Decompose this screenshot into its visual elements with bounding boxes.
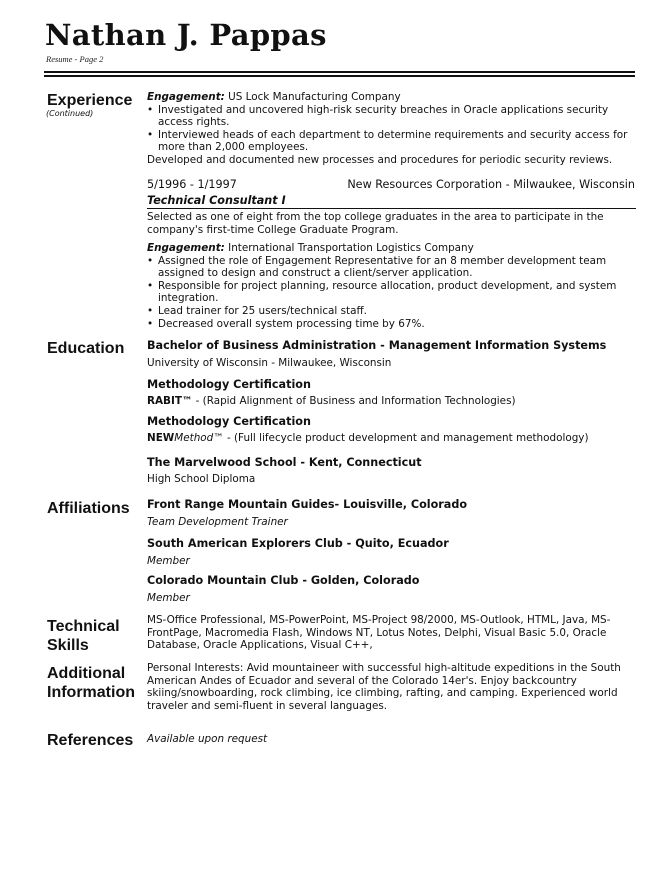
list-item: • Interviewed heads of each department to determine requirements and security access for more than 2,000 employees. (147, 129, 637, 154)
references-text (147, 733, 637, 746)
job-title: Technical Consultant I (147, 193, 286, 207)
affiliation-role: Member (147, 591, 190, 604)
skills-list: MS-Office Professional, MS-PowerPoint, MS-Project 98/2000, MS-Outlook, HTML, Java, MS-FrontPage, Macromedia Flash, Windows NT, Lotus Notes, Delphi, Visual Basic 5.0, Oracle Database, Oracle Applications, Visual C++, (147, 614, 611, 652)
affiliation-org: Colorado Mountain Club - Golden, Colorado (147, 574, 420, 587)
cert-name-bold: NEW (147, 431, 175, 444)
job-summary-text: Selected as one of eight from the top college graduates in the area to participate in the company's first-time College Graduate Program. (147, 211, 604, 236)
references-heading: References (47, 732, 134, 749)
engagement-us-lock (147, 91, 637, 167)
education-heading: Education (47, 340, 125, 357)
engagement-company: US Lock Manufacturing Company (224, 91, 401, 103)
engagement-bullets (147, 255, 637, 331)
page-label: Resume - Page 2 (46, 54, 104, 64)
list-item: • Decreased overall system processing time by 67%. (147, 318, 637, 331)
skills-heading-line2: Skills (47, 637, 89, 654)
job-company: New Resources Corporation - Milwaukee, Wisconsin (347, 178, 635, 191)
list-item: • Lead trainer for 25 users/technical staff. (147, 305, 637, 318)
cert-title: Methodology Certification (147, 415, 311, 428)
header-rule-top (44, 71, 635, 73)
engagement-company: International Transportation Logistics Company (224, 242, 474, 254)
education-school (147, 457, 637, 485)
affiliations-heading: Affiliations (47, 500, 130, 517)
cert-name-italic: Method™ (174, 431, 224, 444)
cert-desc: - (Rapid Alignment of Business and Information Technologies) (192, 394, 516, 407)
skills-heading-line1: Technical (47, 618, 120, 635)
additional-body: Personal Interests: Avid mountaineer with successful high-altitude expeditions in the South American Andes of Ecuador and several of the Colorado 14er's. Enjoy backcountry skiing/snowboarding, rock climbing, ice climbing, rafting, and camping. Experienced world traveler and semi-fluent in several languages. (147, 662, 621, 712)
references-body: Available upon request (147, 733, 268, 745)
affiliation-org: South American Explorers Club - Quito, Ecuador (147, 537, 449, 550)
list-item: • Assigned the role of Engagement Representative for an 8 member development team assigned to design and construct a client/server application. (147, 255, 637, 280)
affiliation-role: Member (147, 554, 190, 567)
job-new-resources (147, 179, 637, 207)
university: University of Wisconsin - Milwaukee, Wisconsin (147, 356, 392, 369)
cert-title: Methodology Certification (147, 378, 311, 391)
cert-desc: - (Full lifecycle product development and management methodology) (223, 431, 589, 444)
affiliation-item (147, 575, 637, 604)
additional-heading-line2: Information (47, 684, 135, 701)
engagement-bullets (147, 104, 637, 154)
job-summary (147, 211, 637, 236)
list-item: • Responsible for project planning, resource allocation, product development, and system integration. (147, 280, 637, 305)
additional-text (147, 662, 627, 712)
engagement-label: Engagement: (147, 91, 225, 103)
additional-heading-line1: Additional (47, 665, 126, 682)
job-dates: 5/1996 - 1/1997 (147, 178, 237, 191)
school-name: The Marvelwood School - Kent, Connecticut (147, 456, 422, 469)
skills-heading (47, 617, 120, 655)
cert-name: RABIT™ (147, 394, 193, 407)
affiliation-org: Front Range Mountain Guides- Louisville, Colorado (147, 498, 468, 511)
additional-heading (47, 664, 135, 702)
education-cert-new (147, 416, 637, 444)
job-title-rule (147, 208, 636, 209)
experience-continued: (Continued) (46, 109, 94, 118)
affiliation-role: Team Development Trainer (147, 515, 288, 528)
skills-text (147, 614, 627, 652)
diploma: High School Diploma (147, 472, 256, 485)
resume-name: Nathan J. Pappas (45, 18, 327, 52)
experience-heading: Experience (47, 92, 133, 109)
engagement-label: Engagement: (147, 242, 225, 254)
education-degree (147, 340, 637, 369)
engagement-note: Developed and documented new processes and procedures for periodic security reviews. (147, 153, 613, 166)
affiliation-item (147, 499, 637, 528)
education-cert-rabit (147, 379, 637, 407)
engagement-itl (147, 242, 637, 330)
header-rule-bottom (44, 75, 635, 77)
affiliation-item (147, 538, 637, 567)
degree-title: Bachelor of Business Administration - Management Information Systems (147, 339, 607, 352)
list-item: • Investigated and uncovered high-risk security breaches in Oracle applications security access rights. (147, 104, 637, 129)
